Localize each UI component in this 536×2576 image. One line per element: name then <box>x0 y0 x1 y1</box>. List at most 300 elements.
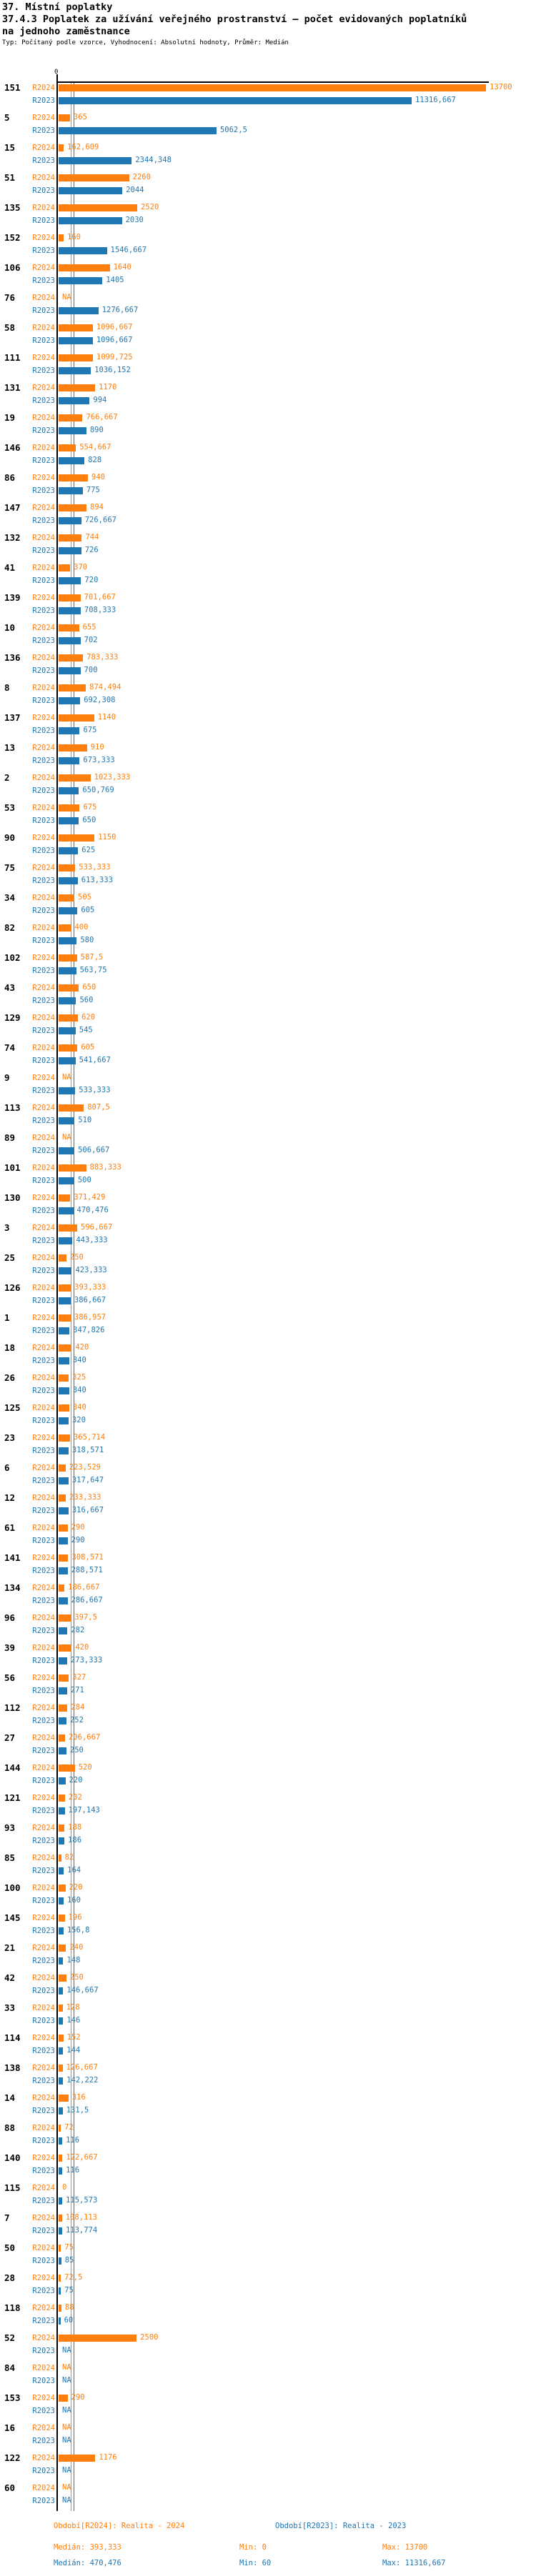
bar-r2024 <box>59 774 91 782</box>
bar-r2023-value: 673,333 <box>83 756 115 764</box>
bar-r2023-value: 650,769 <box>82 786 114 794</box>
bar-r2023-value: 500 <box>77 1176 91 1184</box>
bar-r2023-value: NA <box>62 2466 71 2475</box>
bar-r2024-value: 75 <box>64 2243 74 2252</box>
bar-r2024-value: 250 <box>69 1973 84 1982</box>
row-id-label: 26 <box>4 1372 16 1383</box>
series-label-r2024: R2024 <box>32 1824 55 1832</box>
series-label-r2024: R2024 <box>32 1794 55 1802</box>
bar-r2024 <box>59 804 79 812</box>
bar-r2023 <box>59 787 79 794</box>
bar-r2023-value: NA <box>62 2406 71 2415</box>
stat-min-2024: Min: 0 <box>239 2543 267 2552</box>
series-label-r2024: R2024 <box>32 174 55 182</box>
bar-r2024 <box>59 2305 61 2312</box>
bar-r2023-value: 131,5 <box>66 2106 89 2115</box>
bar-r2023 <box>59 2257 61 2265</box>
series-label-r2023: R2023 <box>32 2467 55 2475</box>
bar-r2024-value: 250 <box>69 1253 84 1262</box>
series-label-r2023: R2023 <box>32 1897 55 1905</box>
row-id-label: 10 <box>4 622 16 633</box>
series-label-r2024: R2024 <box>32 204 55 212</box>
series-label-r2023: R2023 <box>32 967 55 975</box>
bar-r2023 <box>59 937 76 944</box>
bar-r2023-value: 443,333 <box>76 1236 108 1244</box>
row-id-label: 15 <box>4 142 16 153</box>
row-id-label: 152 <box>4 232 21 243</box>
series-label-r2024: R2024 <box>32 534 55 542</box>
series-label-r2023: R2023 <box>32 937 55 945</box>
row-id-label: 7 <box>4 2212 10 2223</box>
bar-r2023 <box>59 517 81 524</box>
bar-r2023 <box>59 997 76 1004</box>
series-label-r2024: R2024 <box>32 234 55 242</box>
series-label-r2023: R2023 <box>32 2287 55 2295</box>
series-label-r2023: R2023 <box>32 1207 55 1215</box>
series-label-r2024: R2024 <box>32 2004 55 2012</box>
series-label-r2023: R2023 <box>32 697 55 705</box>
bar-r2023-value: 164 <box>67 1866 81 1874</box>
bar-r2024-value: 505 <box>78 893 91 902</box>
bar-r2024 <box>59 714 94 722</box>
bar-r2023-value: 828 <box>88 456 102 464</box>
bar-r2024 <box>59 864 75 872</box>
bar-r2024-value: 940 <box>91 473 105 481</box>
bar-r2023-value: 85 <box>64 2256 74 2265</box>
series-label-r2023: R2023 <box>32 576 55 585</box>
bar-r2024-value: 365,714 <box>73 1433 106 1442</box>
bar-r2024 <box>59 624 79 631</box>
bar-r2024 <box>59 2155 62 2162</box>
row-id-label: 144 <box>4 1762 21 1773</box>
bar-r2023 <box>59 967 76 974</box>
series-label-r2023: R2023 <box>32 1627 55 1635</box>
row-id-label: 5 <box>4 112 10 123</box>
bar-r2024 <box>59 1164 86 1172</box>
bar-r2023-value: 1096,667 <box>96 336 133 344</box>
legend-period-2023: Období[R2023]: Realita - 2023 <box>275 2522 407 2530</box>
bar-r2024 <box>59 2245 61 2252</box>
bar-r2024-value: 883,333 <box>89 1163 121 1172</box>
row-id-label: 27 <box>4 1732 16 1743</box>
row-id-label: 134 <box>4 1582 21 1593</box>
series-label-r2024: R2024 <box>32 1914 55 1922</box>
row-id-label: 85 <box>4 1852 16 1863</box>
series-label-r2023: R2023 <box>32 1597 55 1605</box>
row-id-label: 75 <box>4 862 16 873</box>
bar-r2024 <box>59 594 81 601</box>
series-label-r2023: R2023 <box>32 1267 55 1275</box>
series-label-r2023: R2023 <box>32 1717 55 1725</box>
bar-r2023 <box>59 367 91 374</box>
bar-r2023 <box>59 1687 67 1694</box>
bar-r2024-value: 220 <box>69 1883 83 1892</box>
bar-r2023 <box>59 1237 72 1244</box>
row-id-label: 43 <box>4 982 16 993</box>
row-id-label: 147 <box>4 502 21 513</box>
bar-r2023 <box>59 1117 74 1124</box>
bar-r2024-value: 206,667 <box>69 1733 101 1742</box>
bar-r2024-value: 340 <box>72 1403 86 1412</box>
series-label-r2024: R2024 <box>32 594 55 602</box>
series-label-r2023: R2023 <box>32 156 55 165</box>
series-label-r2023: R2023 <box>32 1087 55 1095</box>
series-label-r2024: R2024 <box>32 444 55 452</box>
bar-r2023 <box>59 2137 62 2145</box>
bar-r2024-value: 365 <box>73 113 87 121</box>
series-label-r2023: R2023 <box>32 1297 55 1305</box>
series-label-r2024: R2024 <box>32 1674 55 1682</box>
bar-r2024 <box>59 1584 64 1592</box>
series-label-r2023: R2023 <box>32 606 55 615</box>
bar-r2024 <box>59 924 71 932</box>
bar-r2023-value: 252 <box>69 1716 84 1724</box>
series-label-r2024: R2024 <box>32 1554 55 1562</box>
bar-r2023 <box>59 847 78 854</box>
bar-r2024-value: 2520 <box>140 203 159 211</box>
row-id-label: 18 <box>4 1342 16 1353</box>
series-label-r2023: R2023 <box>32 396 55 405</box>
row-id-label: 33 <box>4 2002 16 2013</box>
series-label-r2024: R2024 <box>32 1944 55 1952</box>
bar-r2023-value: 1036,152 <box>94 366 131 374</box>
bar-r2024-value: 316 <box>71 2093 86 2102</box>
bar-r2023-value: 144 <box>66 2046 81 2055</box>
series-label-r2024: R2024 <box>32 774 55 782</box>
series-label-r2023: R2023 <box>32 426 55 435</box>
bar-r2023-value: 11316,667 <box>415 96 456 104</box>
series-label-r2024: R2024 <box>32 2364 55 2372</box>
row-id-label: 136 <box>4 652 21 663</box>
series-label-r2024: R2024 <box>32 2304 55 2312</box>
series-label-r2024: R2024 <box>32 1614 55 1622</box>
bar-r2023-value: 775 <box>86 486 100 494</box>
bar-r2024-value: 744 <box>85 533 99 541</box>
row-id-label: 96 <box>4 1612 16 1623</box>
bar-r2024-value: 186,667 <box>68 1583 100 1592</box>
bar-r2023-value: 5062,5 <box>219 126 247 134</box>
series-label-r2023: R2023 <box>32 997 55 1005</box>
series-label-r2024: R2024 <box>32 654 55 662</box>
bar-r2024-value: 162,609 <box>67 143 99 151</box>
bar-r2024 <box>59 1284 71 1292</box>
bar-r2023-value: 146 <box>66 2016 81 2025</box>
bar-r2024 <box>59 984 79 992</box>
series-label-r2024: R2024 <box>32 2184 55 2192</box>
row-id-label: 106 <box>4 262 21 273</box>
row-id-label: 112 <box>4 1702 21 1713</box>
series-label-r2023: R2023 <box>32 2437 55 2445</box>
bar-r2024 <box>59 834 94 842</box>
bar-r2023 <box>59 1987 63 1995</box>
bar-r2023-value: 563,75 <box>79 966 107 974</box>
bar-r2024-value: 874,494 <box>89 683 121 692</box>
row-id-label: 53 <box>4 802 16 813</box>
bar-r2024-value: 1096,667 <box>96 323 133 331</box>
series-label-r2024: R2024 <box>32 1104 55 1112</box>
series-label-r2024: R2024 <box>32 2424 55 2432</box>
series-label-r2024: R2024 <box>32 1344 55 1352</box>
series-label-r2024: R2024 <box>32 1854 55 1862</box>
bar-r2024 <box>59 1524 68 1532</box>
bar-r2023-value: 726 <box>84 546 99 554</box>
bar-r2023-value: 186 <box>68 1836 82 1844</box>
row-id-label: 3 <box>4 1222 10 1233</box>
bar-r2023 <box>59 337 93 344</box>
row-id-label: 9 <box>4 1072 10 1083</box>
series-label-r2023: R2023 <box>32 1237 55 1245</box>
bar-r2023-value: 386,667 <box>74 1296 106 1304</box>
bar-r2023-value: 160 <box>66 1896 81 1904</box>
bar-r2024-value: 596,667 <box>81 1223 113 1232</box>
bar-r2023 <box>59 1567 68 1574</box>
row-id-label: 126 <box>4 1282 21 1293</box>
bar-r2024-value: NA <box>62 2363 71 2372</box>
series-label-r2023: R2023 <box>32 2047 55 2055</box>
bar-r2024 <box>59 1434 70 1442</box>
row-id-label: 118 <box>4 2302 21 2313</box>
bar-r2024-value: 420 <box>75 1343 89 1352</box>
bar-r2024 <box>59 1614 71 1622</box>
bar-r2023 <box>59 2197 62 2205</box>
bar-r2024 <box>59 1704 67 1712</box>
series-label-r2024: R2024 <box>32 1044 55 1052</box>
series-label-r2023: R2023 <box>32 366 55 375</box>
row-id-label: 6 <box>4 1462 10 1473</box>
series-label-r2024: R2024 <box>32 504 55 512</box>
bar-r2023 <box>59 1507 69 1514</box>
series-label-r2023: R2023 <box>32 2137 55 2145</box>
bar-r2023-value: 2030 <box>125 216 144 224</box>
bar-r2023-value: 197,143 <box>68 1806 100 1814</box>
bar-r2023-value: 60 <box>64 2316 74 2325</box>
bar-r2024 <box>59 534 81 541</box>
bar-r2024-value: 240 <box>69 1943 84 1952</box>
series-label-r2024: R2024 <box>32 1194 55 1202</box>
bar-r2024 <box>59 84 486 91</box>
row-id-label: 50 <box>4 2242 16 2253</box>
row-id-label: 82 <box>4 922 16 933</box>
stat-max-2023: Max: 11316,667 <box>382 2559 446 2567</box>
bar-r2023 <box>59 427 86 434</box>
series-label-r2023: R2023 <box>32 1477 55 1485</box>
bar-r2024-value: 13700 <box>490 83 512 91</box>
series-label-r2024: R2024 <box>32 2484 55 2492</box>
bar-r2023-value: 675 <box>83 726 97 734</box>
series-label-r2023: R2023 <box>32 1747 55 1755</box>
row-id-label: 14 <box>4 2092 16 2103</box>
bar-r2024-value: 397,5 <box>74 1613 97 1622</box>
bar-r2023-value: 142,222 <box>66 2076 99 2085</box>
bar-r2024-value: 327 <box>72 1673 86 1682</box>
bar-r2023-value: 605 <box>81 906 95 914</box>
row-id-label: 88 <box>4 2122 16 2133</box>
series-label-r2024: R2024 <box>32 114 55 122</box>
bar-r2023 <box>59 457 84 464</box>
bar-r2024-value: 1170 <box>99 383 117 391</box>
series-label-r2023: R2023 <box>32 1117 55 1125</box>
bar-r2023 <box>59 127 217 134</box>
row-id-label: 129 <box>4 1012 21 1023</box>
series-label-r2023: R2023 <box>32 2197 55 2205</box>
bar-r2023 <box>59 157 131 164</box>
series-label-r2024: R2024 <box>32 714 55 722</box>
bar-r2024 <box>59 1884 66 1892</box>
series-label-r2023: R2023 <box>32 1027 55 1035</box>
series-label-r2024: R2024 <box>32 1014 55 1022</box>
bar-r2023 <box>59 667 81 674</box>
series-label-r2024: R2024 <box>32 2034 55 2042</box>
bar-r2023-value: 282 <box>71 1626 85 1634</box>
bar-r2023 <box>59 1147 74 1154</box>
series-label-r2024: R2024 <box>32 144 55 152</box>
bar-r2023-value: 650 <box>82 816 96 824</box>
bar-r2024-value: NA <box>62 293 71 301</box>
bar-r2023 <box>59 1327 69 1334</box>
bar-r2023-value: 541,667 <box>79 1056 111 1064</box>
bar-r2024-value: 1176 <box>99 2453 117 2462</box>
bar-r2023-value: 286,667 <box>71 1596 103 1604</box>
stat-min-2023: Min: 60 <box>239 2559 272 2567</box>
bar-r2023 <box>59 307 99 314</box>
series-label-r2023: R2023 <box>32 2377 55 2385</box>
series-label-r2023: R2023 <box>32 2167 55 2175</box>
bar-r2024 <box>59 1794 65 1802</box>
series-label-r2024: R2024 <box>32 2394 55 2402</box>
row-id-label: 135 <box>4 202 21 213</box>
row-id-label: 42 <box>4 1972 16 1983</box>
bar-r2024-value: 807,5 <box>87 1103 110 1112</box>
bar-r2023-value: 317,647 <box>71 1476 104 1484</box>
series-label-r2024: R2024 <box>32 1644 55 1652</box>
bar-r2024-value: 675 <box>83 803 97 812</box>
stat-max-2024: Max: 13700 <box>382 2543 428 2552</box>
row-id-label: 130 <box>4 1192 21 1203</box>
row-id-label: 153 <box>4 2392 21 2403</box>
series-label-r2024: R2024 <box>32 1494 55 1502</box>
bar-r2023-value: 510 <box>78 1116 92 1124</box>
series-label-r2024: R2024 <box>32 744 55 752</box>
bar-r2024-value: 520 <box>78 1763 92 1772</box>
series-label-r2024: R2024 <box>32 84 55 92</box>
row-id-label: 111 <box>4 352 21 363</box>
series-label-r2024: R2024 <box>32 1404 55 1412</box>
bar-r2023-value: NA <box>62 2436 71 2445</box>
bar-r2023-value: 250 <box>69 1746 84 1754</box>
bar-r2023 <box>59 1297 71 1304</box>
series-label-r2023: R2023 <box>32 817 55 825</box>
row-id-label: 131 <box>4 382 21 393</box>
row-id-label: 151 <box>4 82 21 93</box>
series-label-r2023: R2023 <box>32 1807 55 1815</box>
bar-r2023 <box>59 1837 64 1844</box>
bar-r2024-value: 701,667 <box>84 593 116 601</box>
row-id-label: 2 <box>4 772 10 783</box>
bar-r2023-value: 708,333 <box>84 606 116 614</box>
bar-r2023 <box>59 1207 74 1214</box>
x-axis-zero-tick-label: 0 <box>54 69 59 76</box>
bar-r2024-value: 72 <box>64 2123 74 2132</box>
bar-r2024 <box>59 744 87 752</box>
row-id-label: 34 <box>4 892 16 903</box>
bar-r2023-value: 506,667 <box>78 1146 110 1154</box>
bar-r2023 <box>59 2317 61 2325</box>
row-id-label: 12 <box>4 1492 16 1503</box>
bar-r2024 <box>59 384 95 391</box>
bar-r2023-value: 273,333 <box>70 1656 103 1664</box>
series-label-r2023: R2023 <box>32 1957 55 1965</box>
series-label-r2023: R2023 <box>32 2227 55 2235</box>
series-label-r2023: R2023 <box>32 1837 55 1845</box>
series-label-r2023: R2023 <box>32 1057 55 1065</box>
bar-r2024 <box>59 204 137 211</box>
series-label-r2024: R2024 <box>32 2064 55 2072</box>
bar-r2024 <box>59 1404 69 1412</box>
series-label-r2024: R2024 <box>32 1074 55 1082</box>
bar-r2024 <box>59 1314 71 1322</box>
bar-r2024 <box>59 2005 63 2012</box>
bar-r2024 <box>59 1914 65 1922</box>
row-id-label: 86 <box>4 472 16 483</box>
series-label-r2024: R2024 <box>32 984 55 992</box>
bar-r2024-value: 122,667 <box>66 2153 98 2162</box>
bar-r2023 <box>59 1657 67 1664</box>
bar-r2024 <box>59 2065 63 2072</box>
series-label-r2023: R2023 <box>32 2077 55 2085</box>
row-id-label: 138 <box>4 2062 21 2073</box>
series-label-r2024: R2024 <box>32 684 55 692</box>
bar-r2023 <box>59 97 412 104</box>
row-id-label: 113 <box>4 1102 21 1113</box>
bar-r2024-value: 188 <box>68 1823 82 1832</box>
bar-r2023 <box>59 2107 63 2115</box>
row-id-label: 114 <box>4 2032 21 2043</box>
bar-r2024 <box>59 1554 68 1562</box>
bar-r2024-value: 371,429 <box>74 1193 106 1202</box>
bar-r2023 <box>59 1417 69 1424</box>
series-label-r2023: R2023 <box>32 1927 55 1935</box>
bar-r2024-value: 1099,725 <box>96 353 133 361</box>
series-label-r2024: R2024 <box>32 384 55 392</box>
row-id-label: 137 <box>4 712 21 723</box>
bar-r2024-value: 82 <box>64 1853 74 1862</box>
row-id-label: 16 <box>4 2422 16 2433</box>
bar-r2023 <box>59 1057 76 1064</box>
bar-r2023-value: 1546,667 <box>110 246 147 254</box>
series-label-r2024: R2024 <box>32 1224 55 1232</box>
bar-r2023 <box>59 1597 68 1604</box>
row-id-label: 23 <box>4 1432 16 1443</box>
series-label-r2023: R2023 <box>32 1507 55 1515</box>
series-label-r2023: R2023 <box>32 1387 55 1395</box>
legend-period-2024: Období[R2024]: Realita - 2024 <box>54 2522 185 2530</box>
bar-r2023-value: 146,667 <box>66 1986 99 1995</box>
bar-r2023 <box>59 1897 64 1904</box>
bar-r2024-value: 1150 <box>98 833 116 842</box>
bar-r2024-value: 370 <box>74 563 88 571</box>
bar-r2024-value: 223,529 <box>69 1463 101 1472</box>
series-label-r2024: R2024 <box>32 1164 55 1172</box>
series-label-r2023: R2023 <box>32 847 55 855</box>
bar-r2024 <box>59 1644 71 1652</box>
bar-r2023-value: 700 <box>84 666 98 674</box>
bar-r2023-value: 423,333 <box>75 1266 107 1274</box>
series-label-r2024: R2024 <box>32 294 55 302</box>
bar-r2024 <box>59 1194 70 1202</box>
bar-r2023 <box>59 1357 69 1364</box>
series-label-r2023: R2023 <box>32 757 55 765</box>
bar-r2024 <box>59 1824 64 1832</box>
